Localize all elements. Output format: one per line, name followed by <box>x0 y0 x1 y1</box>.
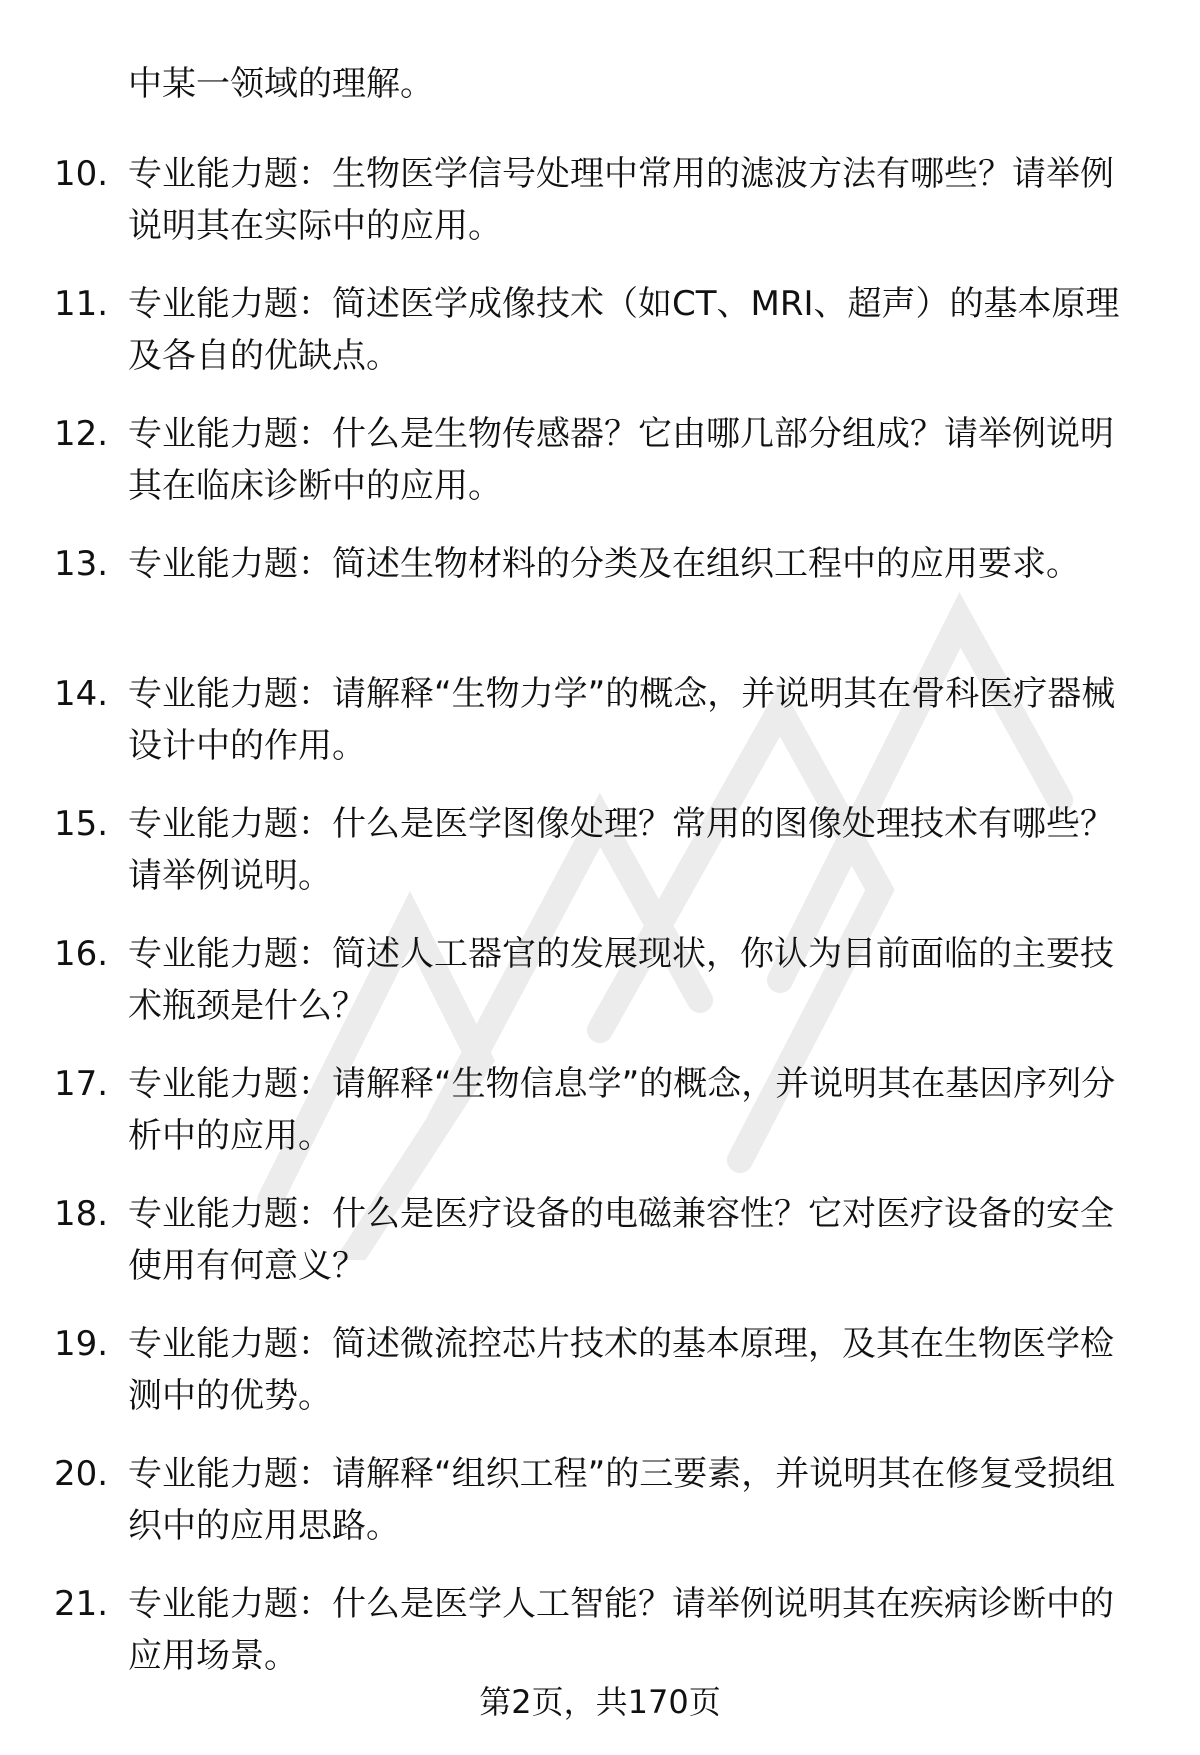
question-text: 专业能力题：什么是生物传感器？它由哪几部分组成？请举例说明其在临床诊断中的应用。 <box>128 414 1114 506</box>
question-number: 20. <box>54 1454 109 1494</box>
question-text: 专业能力题：简述微流控芯片技术的基本原理，及其在生物医学检测中的优势。 <box>128 1324 1114 1416</box>
question-text: 专业能力题：请解释“组织工程”的三要素，并说明其在修复受损组织中的应用思路。 <box>128 1454 1116 1546</box>
question-number: 16. <box>54 934 109 974</box>
question-number: 14. <box>54 674 109 714</box>
question-item <box>0 1188 1200 1318</box>
question-item <box>0 408 1200 538</box>
question-text: 专业能力题：生物医学信号处理中常用的滤波方法有哪些？请举例说明其在实际中的应用。 <box>128 154 1114 246</box>
question-text: 专业能力题：简述人工器官的发展现状，你认为目前面临的主要技术瓶颈是什么？ <box>128 934 1114 1026</box>
question-text: 专业能力题：什么是医疗设备的电磁兼容性？它对医疗设备的安全使用有何意义？ <box>128 1194 1114 1286</box>
question-number: 10. <box>54 154 109 194</box>
question-item <box>0 668 1200 798</box>
question-number: 21. <box>54 1584 109 1624</box>
question-number: 13. <box>54 544 109 584</box>
question-item <box>0 278 1200 408</box>
question-number: 12. <box>54 414 109 454</box>
question-item <box>0 148 1200 278</box>
question-text: 专业能力题：什么是医学人工智能？请举例说明其在疾病诊断中的应用场景。 <box>128 1584 1114 1676</box>
question-number: 17. <box>54 1064 109 1104</box>
question-number: 19. <box>54 1324 109 1364</box>
question-number: 15. <box>54 804 109 844</box>
question-list <box>0 148 1200 1708</box>
question-text: 专业能力题：请解释“生物力学”的概念，并说明其在骨科医疗器械设计中的作用。 <box>128 674 1116 766</box>
question-item <box>0 1058 1200 1188</box>
question-number: 11. <box>54 284 109 324</box>
question-text: 专业能力题：简述医学成像技术（如CT、MRI、超声）的基本原理及各自的优缺点。 <box>128 284 1120 376</box>
question-number: 18. <box>54 1194 109 1234</box>
question-item <box>0 538 1200 668</box>
continuation-text: 中某一领域的理解。 <box>128 64 434 104</box>
question-text: 专业能力题：简述生物材料的分类及在组织工程中的应用要求。 <box>128 544 1080 584</box>
question-text: 专业能力题：请解释“生物信息学”的概念，并说明其在基因序列分析中的应用。 <box>128 1064 1116 1156</box>
question-text: 专业能力题：什么是医学图像处理？常用的图像处理技术有哪些？请举例说明。 <box>128 804 1114 896</box>
question-item <box>0 1448 1200 1578</box>
page-footer: 第2页，共170页 <box>479 1683 721 1721</box>
question-item <box>0 928 1200 1058</box>
question-item <box>0 798 1200 928</box>
question-item <box>0 1318 1200 1448</box>
